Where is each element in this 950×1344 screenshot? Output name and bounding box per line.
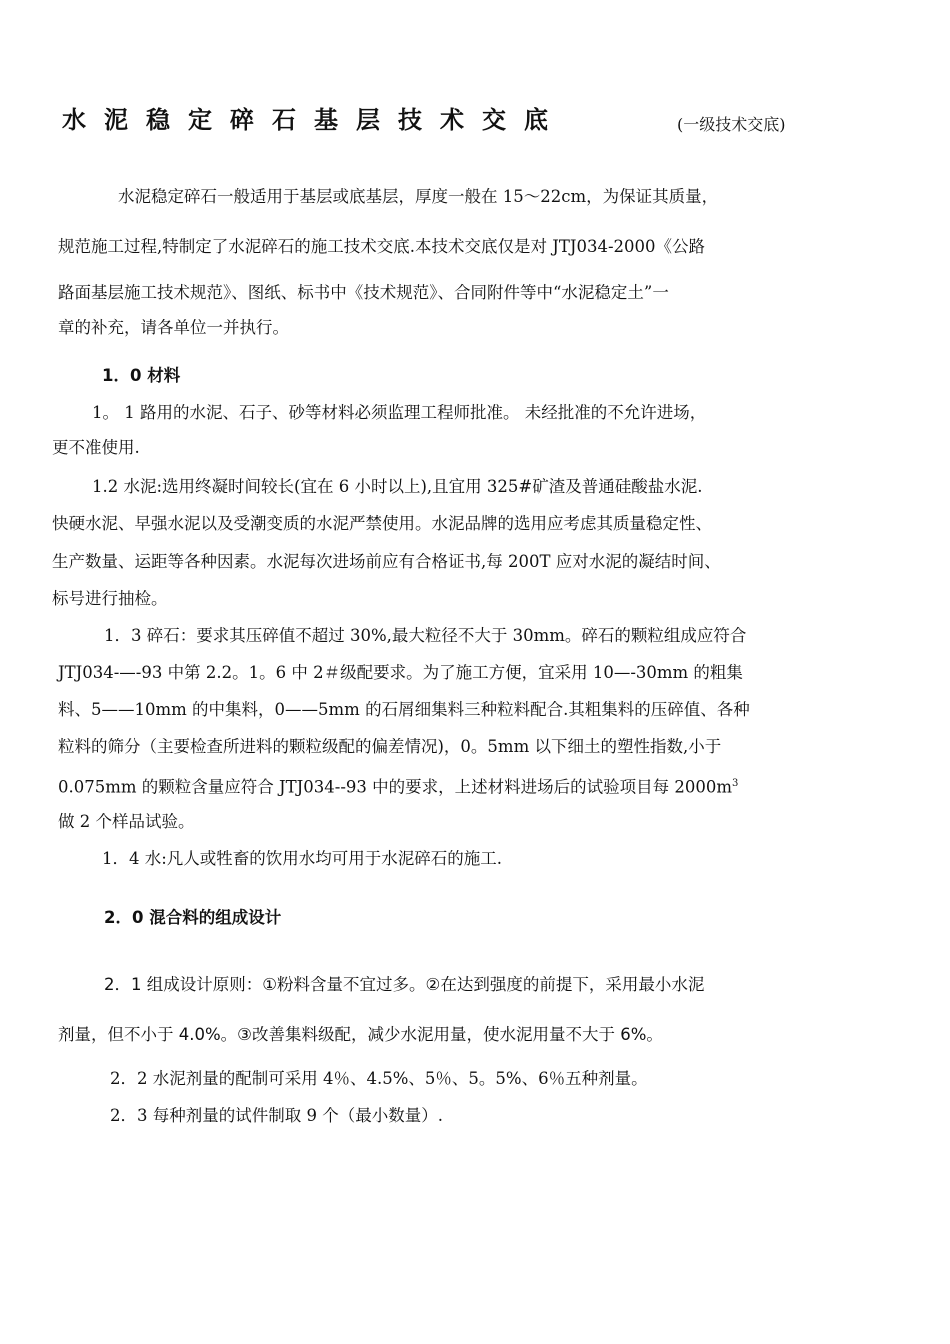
- section-1-2-line-3: 生产数量、运距等各种因素。水泥每次进场前应有合格证书,每 200T 应对水泥的凝结时间、: [52, 552, 721, 571]
- section-1-2-line-2: 快硬水泥、早强水泥以及受潮变质的水泥严禁使用。水泥品牌的选用应考虑其质量稳定性、: [52, 514, 712, 533]
- section-1-1-line-1: 1。 1 路用的水泥、石子、砂等材料必须监理工程师批准。 未经批准的不允许进场，: [92, 403, 707, 422]
- cubic-superscript: 3: [732, 778, 739, 789]
- section-1-2-line-4: 标号进行抽检。: [52, 589, 168, 608]
- section-2-heading: 2．0 混合料的组成设计: [104, 908, 282, 927]
- intro-line-3: 路面基层施工技术规范》、图纸、标书中《技术规范》、合同附件等中“水泥稳定土”一: [58, 283, 669, 302]
- section-2-1-line-1: 2．1 组成设计原则：①粉料含量不宜过多。②在达到强度的前提下，采用最小水泥: [104, 975, 705, 994]
- section-1-3-line-6: 做 2 个样品试验。: [58, 812, 195, 831]
- section-1-3-line-1: 1．3 碎石：要求其压碎值不超过 30%,最大粒径不大于 30mm。碎石的颗粒组成应符合: [104, 626, 747, 645]
- section-1-3-line-5-text: 0.075mm 的颗粒含量应符合 JTJ034--93 中的要求，上述材料进场后的试验项目每 2000m: [58, 777, 733, 797]
- section-1-3-line-3: 料、5——10mm 的中集料，0——5mm 的石屑细集料三种粒料配合.其粗集料的压碎值、各种: [58, 700, 750, 719]
- intro-line-4: 章的补充，请各单位一并执行。: [58, 318, 289, 337]
- intro-line-1: 水泥稳定碎石一般适用于基层或底基层，厚度一般在 15～22cm，为保证其质量，: [118, 187, 719, 206]
- document-title: 水泥稳定碎石基层技术交底: [62, 106, 566, 134]
- section-2-3-line: 2．3 每种剂量的试件制取 9 个（最小数量）.: [110, 1106, 443, 1125]
- intro-line-2: 规范施工过程,特制定了水泥碎石的施工技术交底.本技术交底仅是对 JTJ034-2000《公路: [58, 237, 706, 256]
- section-2-2-line: 2．2 水泥剂量的配制可采用 4％、4.5%、5％、5。5%、6％五种剂量。: [110, 1069, 648, 1088]
- document-subtitle: (一级技术交底): [677, 115, 786, 134]
- section-1-4-line: 1．4 水:凡人或牲畜的饮用水均可用于水泥碎石的施工.: [102, 849, 503, 868]
- section-1-3-line-5: [58, 773, 738, 799]
- section-1-1-line-2: 更不准使用.: [52, 438, 140, 457]
- section-1-3-line-4: 粒料的筛分（主要检查所进料的颗粒级配的偏差情况)，0。5mm 以下细土的塑性指数,小于: [58, 737, 722, 756]
- section-1-2-line-1: 1.2 水泥:选用终凝时间较长(宜在 6 小时以上),且宜用 325#矿渣及普通硅酸盐水泥.: [92, 477, 703, 496]
- section-2-1-line-2: 剂量，但不小于 4.0%。③改善集料级配，减少水泥用量，使水泥用量不大于 6%。: [58, 1025, 663, 1044]
- section-1-heading: 1．0 材料: [102, 366, 181, 385]
- section-1-3-line-2: JTJ034-—-93 中第 2.2。1。6 中 2＃级配要求。为了施工方便，宜采用 10—-30mm 的粗集: [58, 663, 743, 682]
